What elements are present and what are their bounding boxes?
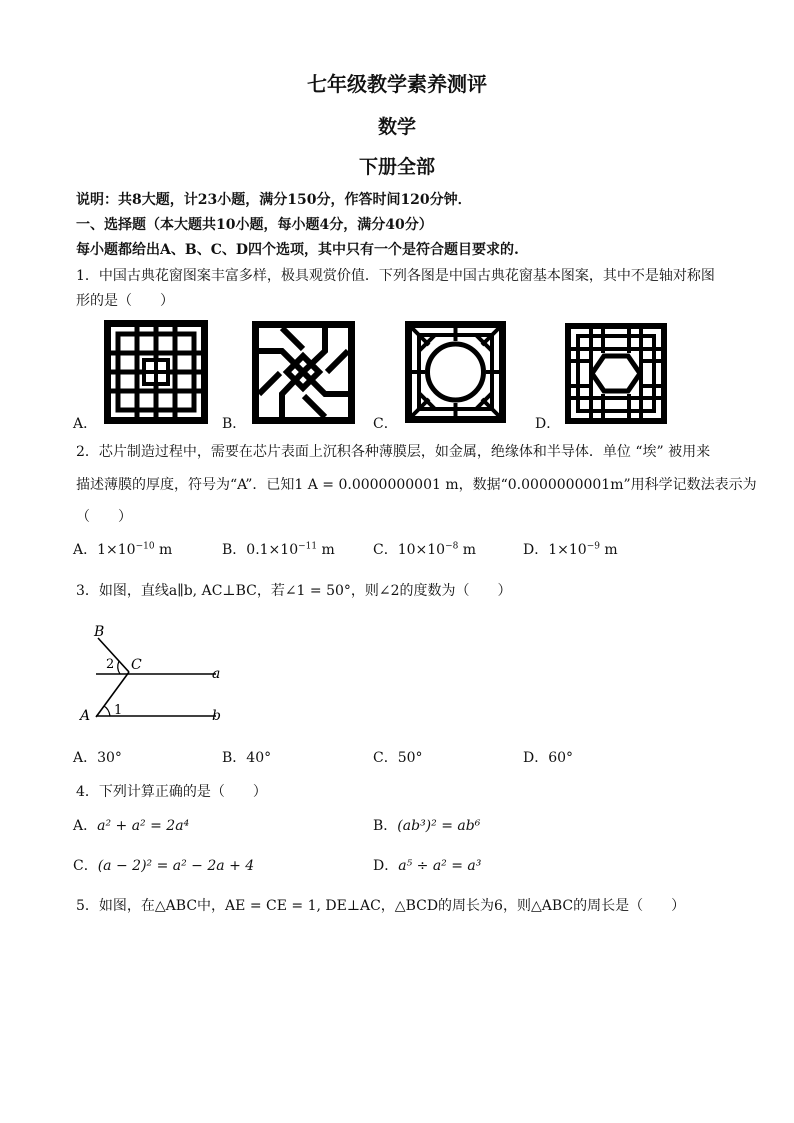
- fig-label-B: B: [94, 624, 105, 640]
- q2-a-exp: −10: [135, 541, 155, 552]
- q2-b-unit: m: [317, 542, 335, 558]
- q4-c-expr: (a − 2)² = a² − 2a + 4: [97, 858, 255, 874]
- q1-option-c-label: C．: [373, 416, 398, 432]
- q2-stem-line3: （ ）: [76, 509, 132, 525]
- q3-figure: [76, 620, 236, 730]
- q3-option-c: C．50°: [373, 750, 423, 766]
- exam-title: 七年级教学素养测评: [307, 72, 487, 96]
- fig-label-C: C: [131, 657, 142, 673]
- q4-d-expr: a⁵ ÷ a² = a³: [398, 858, 482, 874]
- q1-option-d-label: D．: [535, 416, 561, 432]
- instructions: 说明：共8大题，计23小题，满分150分，作答时间120分钟．: [76, 192, 472, 208]
- q2-d-label: D．: [523, 542, 549, 558]
- q4-b-label: B．: [373, 818, 398, 834]
- q2-a-label: A．: [73, 542, 98, 558]
- q4-a-expr: a² + a² = 2a⁴: [97, 818, 190, 834]
- q2-d-coef: 1×10: [548, 542, 587, 558]
- window-pattern-a: [104, 320, 208, 424]
- q4-option-c: [73, 855, 254, 875]
- fig-angle-1: 1: [114, 703, 123, 718]
- window-pattern-d: [565, 323, 667, 424]
- q4-option-b: [373, 815, 480, 835]
- fig-label-b: b: [212, 708, 221, 724]
- q2-option-a: [73, 539, 172, 559]
- q4-b-expr: (ab³)² = ab⁶: [397, 818, 481, 834]
- q2-stem-line2: 描述薄膜的厚度，符号为“A”．已知1 A = 0.0000000001 m，数据“0.0000000001m”用科学记数法表示为: [76, 477, 757, 493]
- q2-a-coef: 1×10: [97, 542, 136, 558]
- q1-option-a-label: A．: [73, 416, 98, 432]
- subject-title: 数学: [377, 116, 416, 138]
- q4-option-d: [373, 855, 481, 875]
- q2-c-label: C．: [373, 542, 398, 558]
- q2-option-b: [222, 539, 335, 559]
- section-heading: 一、选择题（本大题共10小题，每小题4分，满分40分）: [76, 217, 433, 233]
- q4-c-label: C．: [73, 858, 98, 874]
- q2-b-coef: 0.1×10: [246, 542, 299, 558]
- q2-b-exp: −11: [298, 541, 318, 552]
- q1-stem-line2: 形的是（ ）: [76, 293, 174, 309]
- q4-d-label: D．: [373, 858, 399, 874]
- section-rule: 每小题都给出A、B、C、D四个选项，其中只有一个是符合题目要求的.: [76, 242, 519, 258]
- q3-option-b: B．40°: [222, 750, 272, 766]
- q2-c-exp: −8: [445, 541, 459, 552]
- q4-option-a: [73, 815, 189, 835]
- q3-option-d: D．60°: [523, 750, 574, 766]
- q2-option-d: [523, 539, 618, 559]
- q2-c-coef: 10×10: [397, 542, 446, 558]
- q4-a-label: A．: [73, 818, 98, 834]
- fig-label-A: A: [80, 708, 91, 724]
- q2-a-unit: m: [154, 542, 173, 558]
- q4-stem: 4．下列计算正确的是（ ）: [76, 784, 267, 800]
- q3-stem: 3．如图，直线a∥b, AC⊥BC，若∠1 = 50°，则∠2的度数为（ ）: [76, 583, 512, 599]
- q2-option-c: [373, 539, 476, 559]
- q3-option-a: A．30°: [73, 750, 122, 766]
- q2-d-unit: m: [599, 542, 618, 558]
- q2-d-exp: −9: [586, 541, 600, 552]
- window-pattern-b: [252, 321, 355, 424]
- fig-angle-2: 2: [106, 657, 115, 672]
- q2-c-unit: m: [458, 542, 477, 558]
- q2-stem-line1: 2．芯片制造过程中，需要在芯片表面上沉积各种薄膜层，如金属，绝缘体和半导体．单位 “埃” 被用来: [76, 444, 711, 460]
- q5-stem: 5．如图，在△ABC中，AE = CE = 1, DE⊥AC，△BCD的周长为6，则△ABC的周长是（ ）: [76, 898, 686, 914]
- q2-b-label: B．: [222, 542, 247, 558]
- fig-label-a: a: [212, 666, 221, 682]
- q1-stem-line1: 1．中国古典花窗图案丰富多样，极具观赏价值．下列各图是中国古典花窗基本图案，其中不是轴对称图: [76, 268, 715, 284]
- q1-option-b-label: B．: [222, 416, 247, 432]
- scope-title: 下册全部: [358, 156, 435, 178]
- window-pattern-c: [405, 321, 506, 423]
